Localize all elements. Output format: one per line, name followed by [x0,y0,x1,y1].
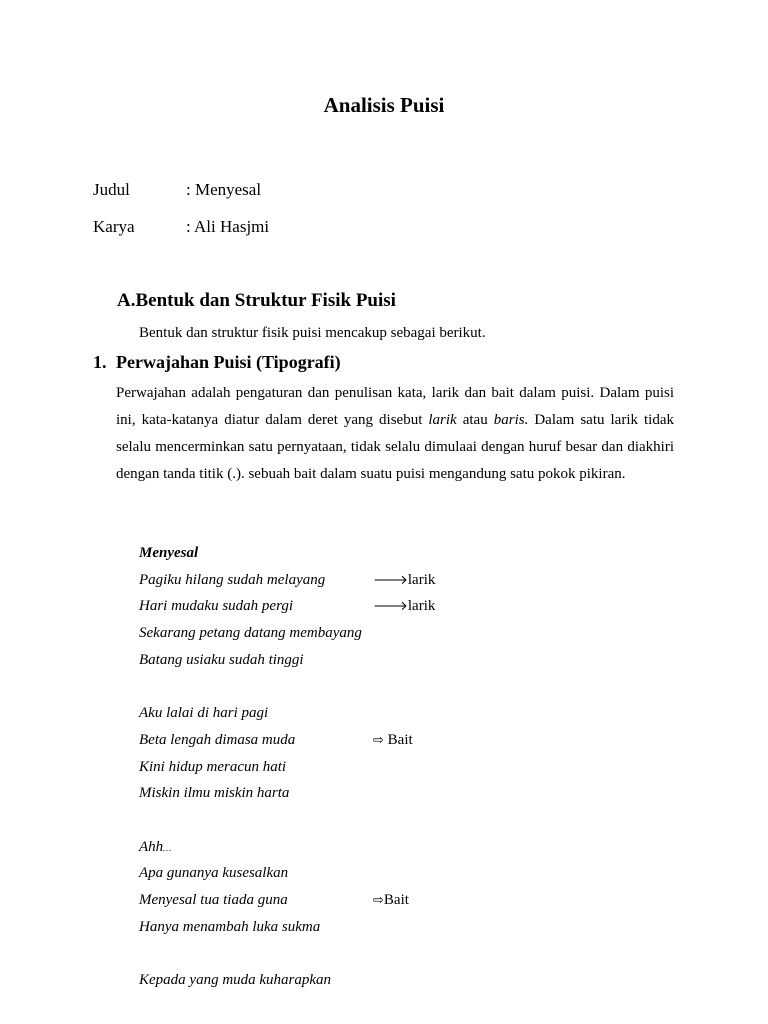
tipografi-paragraph [116,380,674,488]
larik-label: larik [407,598,436,615]
term-larik: larik [428,412,457,428]
arrow-right-icon: 🡒 [373,572,408,588]
meta-value-karya: : Ali Hasjmi [186,217,270,236]
poem-line: Hanya menambah luka sukma [139,918,321,935]
meta-value-judul: : Menyesal [186,180,262,199]
poem-line-text: Beta lengah dimasa muda [139,731,296,748]
meta-row-karya [93,217,269,237]
term-baris: baris. [493,412,529,428]
poem-line [139,836,459,863]
larik-annotation [373,569,435,592]
poem-line-text: Pagiku hilang sudah melayang [139,571,326,588]
section-a-heading [117,290,396,312]
larik-annotation [373,595,435,618]
ellipsis: … [163,842,172,853]
poem-line [139,889,459,916]
bait-annotation [373,729,413,752]
subsection-1-title: Perwajahan Puisi (Tipografi) [116,352,341,372]
page-title: Analisis Puisi [323,93,445,117]
para-text-3: Dalam satu larik tidak selalu mencerminkan satu pernyataan, tidak selalu dimulaai dengan huruf besar dan diakhiri dengan tanda titik (.). sebuah bait dalam suatu puisi mengandung satu pokok pikiran. [116,412,674,482]
poem-line-text: Ahh [139,838,164,855]
bait-annotation [373,889,409,912]
para-text-1: Perwajahan adalah pengaturan dan penulisan kata, larik dan bait dalam puisi. Dalam puisi ini, kata-katanya diatur dalam deret yang disebut [116,385,674,428]
poem-line: Apa gunanya kusesalkan [139,865,289,882]
poem-line: Kini hidup meracun hati [139,758,287,775]
poem-menyesal [139,542,459,996]
hollow-arrow-right-icon: ⇨ [373,732,384,748]
poem-line: Kepada yang muda kuharapkan [139,972,332,988]
poem-line: Aku lalai di hari pagi [139,705,269,722]
poem-line: Batang usiaku sudah tinggi [139,651,304,668]
meta-label-judul: Judul [93,180,130,199]
poem-line [139,569,459,596]
section-a-title: Bentuk dan Struktur Fisik Puisi [135,290,396,311]
subsection-1-heading [93,352,341,373]
meta-label-karya: Karya [93,217,135,236]
poem-line-text: Hari mudaku sudah pergi [139,598,294,615]
bait-label: Bait [383,731,413,748]
poem-line: Sekarang petang datang membayang [139,625,362,642]
stanza-gap [139,809,459,836]
section-a-letter: A. [117,290,136,311]
poem-line: Miskin ilmu miskin harta [139,785,290,802]
stanza-gap [139,675,459,702]
poem-line [139,729,459,756]
poem-title: Menyesal [139,545,199,561]
meta-row-judul [93,180,261,200]
subsection-1-number: 1. [93,352,107,372]
para-text-2: atau [456,412,494,428]
stanza-gap [139,942,459,969]
hollow-arrow-right-icon: ⇨ [373,892,384,908]
section-a-intro: Bentuk dan struktur fisik puisi mencakup sebagai berikut. [139,325,486,341]
poem-line-text: Menyesal tua tiada guna [139,891,288,908]
poem-line [139,595,459,622]
larik-label: larik [407,571,436,588]
arrow-right-icon: 🡒 [373,599,408,615]
bait-label: Bait [383,891,409,908]
